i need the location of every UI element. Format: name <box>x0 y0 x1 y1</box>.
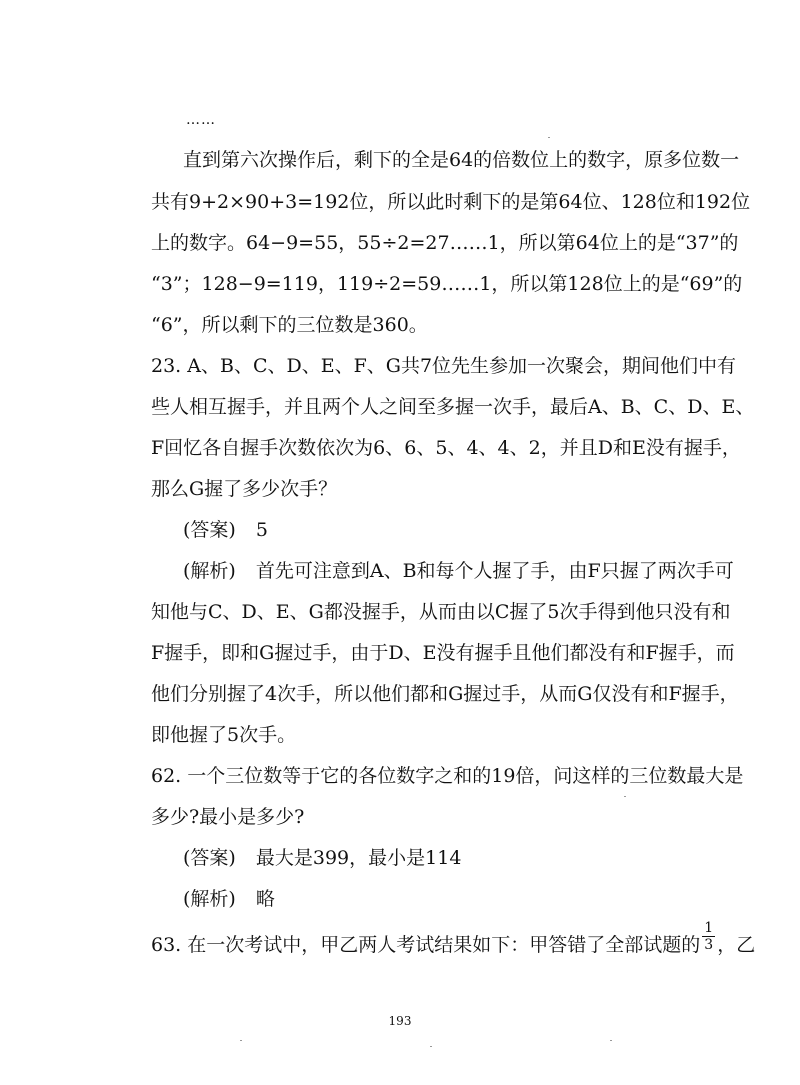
scan-speck <box>624 796 626 797</box>
ellipsis: …… <box>186 112 216 128</box>
analysis-line: F握手，即和G握过手，由于D、E没有握手且他们都没有和F握手，而 <box>151 642 735 664</box>
question-62-answer <box>183 846 461 870</box>
question-62-line: 62. 一个三位数等于它的各位数字之和的19倍，问这样的三位数最大是 <box>151 765 744 787</box>
paragraph-line: 直到第六次操作后，剩下的全是64的倍数位上的数字，原多位数一 <box>183 149 740 171</box>
question-23-answer <box>183 518 268 542</box>
question-23-line: 那么G握了多少次手？ <box>151 478 338 500</box>
question-63-text: 63. 在一次考试中，甲乙两人考试结果如下：甲答错了全部试题的 <box>151 934 701 956</box>
question-23-line: 些人相互握手，并且两个人之间至多握一次手，最后A、B、C、D、E、 <box>151 396 755 418</box>
fraction-denominator: 3 <box>704 936 714 953</box>
paragraph-line: “3”；128−9=119，119÷2=59……1，所以第128位上的是“69”的 <box>151 273 743 295</box>
analysis-label: (解析) <box>183 888 236 910</box>
answer-label: (答案) <box>183 519 236 541</box>
page-number: 193 <box>388 1014 412 1028</box>
paragraph-line: 共有9+2×90+3=192位，所以此时剩下的是第64位、128位和192位 <box>151 191 751 213</box>
answer-value: 最大是399，最小是114 <box>255 847 462 869</box>
scan-speck <box>430 1046 432 1047</box>
question-62-line: 多少?最小是多少? <box>151 806 305 828</box>
paragraph-line: “6”，所以剩下的三位数是360。 <box>151 314 428 336</box>
scan-speck <box>548 137 550 138</box>
scan-speck <box>610 1040 612 1041</box>
answer-value: 5 <box>255 519 268 541</box>
analysis-line: 首先可注意到A、B和每个人握了手，由F只握了两次手可 <box>255 560 734 582</box>
analysis-label: (解析) <box>183 560 236 582</box>
analysis-line: 知他与C、D、E、G都没握手，从而由以C握了5次手得到他只没有和 <box>151 601 731 623</box>
paragraph-line: 上的数字。64−9=55，55÷2=27……1，所以第64位上的是“37”的 <box>151 232 739 254</box>
fraction-numerator: 1 <box>704 919 714 936</box>
question-63-text-after: ，乙 <box>717 934 756 956</box>
question-23-line: 23. A、B、C、D、E、F、G共7位先生参加一次聚会，期间他们中有 <box>151 355 737 377</box>
analysis-value: 略 <box>255 888 275 910</box>
answer-label: (答案) <box>183 847 236 869</box>
analysis-line: 即他握了5次手。 <box>151 724 297 746</box>
question-63-line <box>151 919 756 957</box>
question-23-line: F回忆各自握手次数依次为6、6、5、4、4、2，并且D和E没有握手， <box>151 437 741 459</box>
analysis-line: 他们分别握了4次手，所以他们都和G握过手，从而G仅没有和F握手， <box>151 683 739 705</box>
scan-speck <box>240 1040 242 1041</box>
question-23-analysis <box>183 559 734 583</box>
fraction <box>702 920 715 953</box>
question-62-analysis <box>183 887 275 911</box>
